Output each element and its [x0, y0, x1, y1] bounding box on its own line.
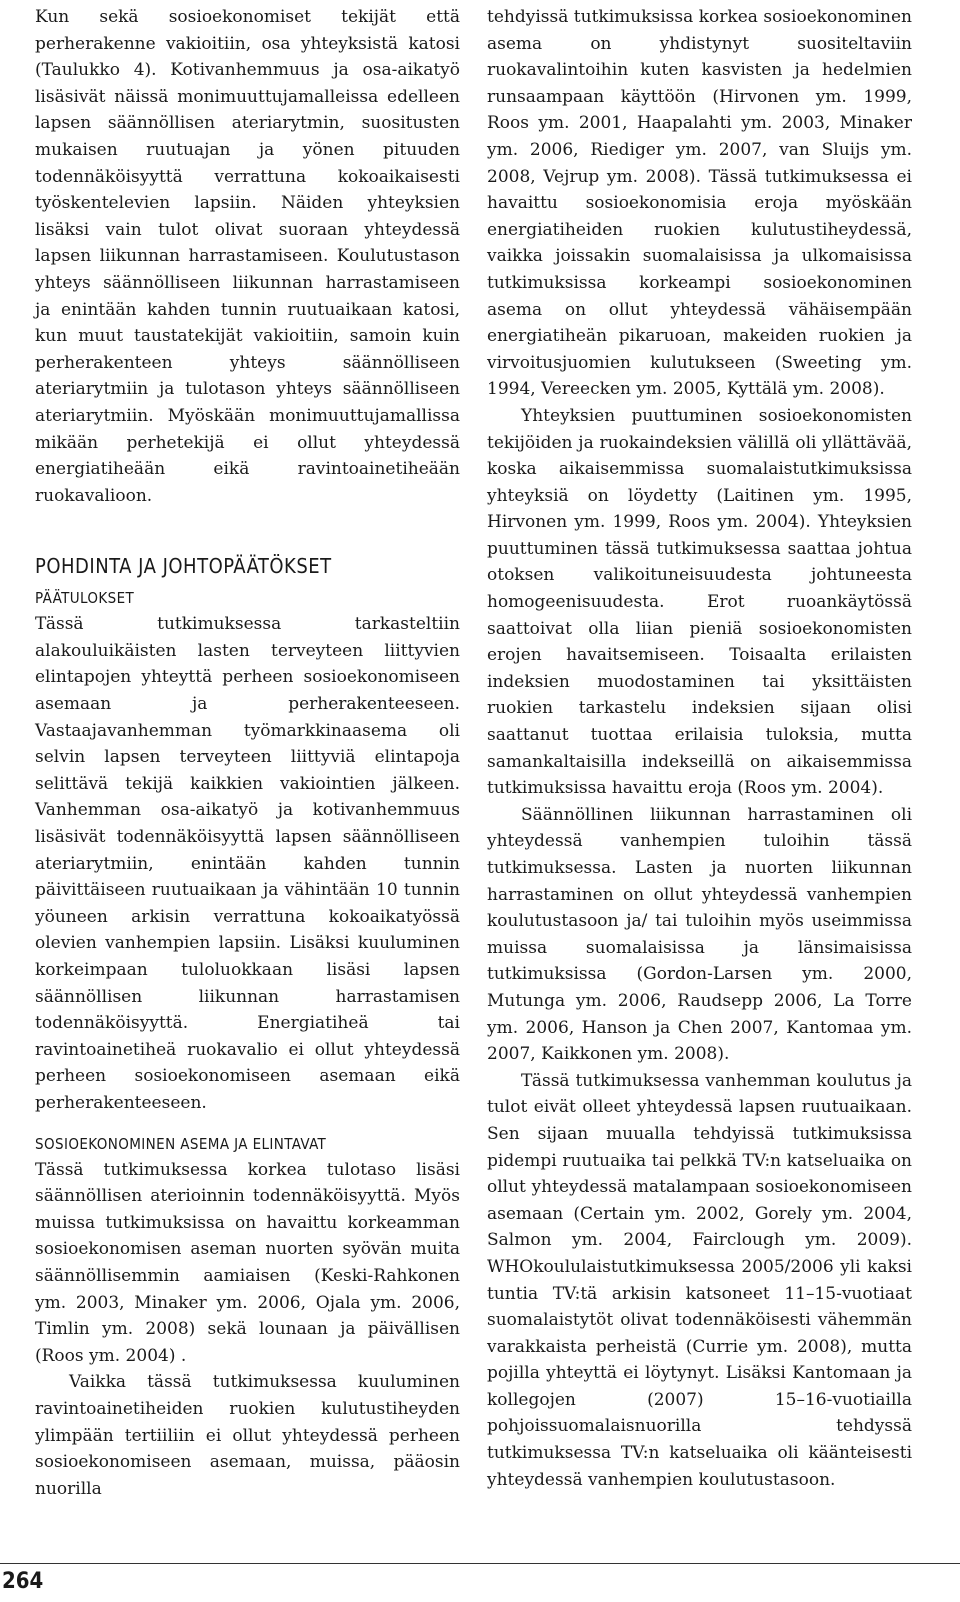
body-paragraph: Säännöllinen liikunnan harrastaminen oli yhteydessä vanhempien tuloihin tässä tutkimuksessa. Lasten ja nuorten liikunnan harrastaminen on ollut yhteydessä vanhempien koulutustasoon ja/ tai tuloihin myös useimmissa muissa suomalaisissa ja länsimaisissa tutkimuksissa (Gordon-Larsen ym. 2000, Mutunga ym. 2006, Raudsepp 2006, La Torre ym. 2006, Hanson ja Chen 2007, Kantomaa ym. 2007, Kaikkonen ym. 2008).	[487, 804, 912, 1065]
right-column	[487, 4, 912, 1493]
body-paragraph: Yhteyksien puuttuminen sosioekonomisten tekijöiden ja ruokaindeksien välillä oli yllättävää, koska aikaisemmissa suomalaistutkimuksissa yhteyksiä on löydetty (Laitinen ym. 1995, Hirvonen ym. 1999, Roos ym. 2004). Yhteyksien puuttuminen tässä tutkimuksessa saattaa johtua otoksen valikoituneisuudesta johtuneesta homogeenisuudesta. Erot ruoankäytössä saattoivat olla liian pieniä sosioekonomisten erojen havaitsemiseen. Toisaalta erilaisten indeksien muodostaminen tai yksittäisten ruokien tarkastelu indeksien sijaan olisi saattanut tuottaa erilaisia tuloksia, mutta samankaltaisilla indekseillä on aikaisemmissa tutkimuksissa havaittu eroja (Roos ym. 2004).	[487, 405, 912, 799]
body-paragraph: Vaikka tässä tutkimuksessa kuuluminen ravintoainetiheiden ruokien kulutustiheyden ylimpään tertiiliin ei ollut yhteydessä perheen sosioekonomiseen asemaan, muissa, pääosin nuorilla	[35, 1372, 460, 1499]
body-paragraph: tehdyissä tutkimuksissa korkea sosioekonominen asema on yhdistynyt suositeltaviin ruokavalintoihin kuten kasvisten ja hedelmien runsaampaan käyttöön (Hirvonen ym. 1999, Roos ym. 2001, Haapalahti ym. 2003, Minaker ym. 2006, Riediger ym. 2007, van Sluijs ym. 2008, Vejrup ym. 2008). Tässä tutkimuksessa ei havaittu sosioekonomisia eroja myöskään energiatiheiden ruokien kulutustiheydessä, vaikka joissakin suomalaisissa ja ulkomaisissa tutkimuksissa korkeampi sosioekonominen asema on ollut yhteydessä vähäisempään energiatiheän pikaruoan, makeiden ruokien ja virvoitusjuomien kulutukseen (Sweeting ym. 1994, Vereecken ym. 2005, Kyttälä ym. 2008).	[487, 7, 912, 400]
subsection-heading: PÄÄTULOKSET	[35, 589, 135, 608]
body-paragraph: Tässä tutkimuksessa tarkasteltiin alakouluikäisten lasten terveyteen liittyvien elintapojen yhteyttä perheen sosioekonomiseen asemaan ja perherakenteeseen. Vastaajavanhemman työmarkkinaasema oli selvin lapsen terveyteen liittyviä elintapoja selittävä tekijä kaikkien vakiointien jälkeen. Vanhemman osa-aikatyö ja kotivanhemmuus lisäsivät todennäköisyyttä lapsen säännölliseen ateriarytmiin, enintään kahden tunnin päivittäiseen ruutuaikaan ja vähintään 10 tunnin yöuneen arkisin verrattuna kokoaikatyössä olevien vanhempien lapsiin. Lisäksi kuuluminen korkeimpaan tuloluokkaan lisäsi lapsen säännöllisen liikunnan harrastamisen todennäköisyyttä. Energiatiheä tai ravintoainetiheä ruokavalio ei ollut yhteydessä perheen sosioekonomiseen asemaan eikä perherakenteeseen.	[35, 614, 460, 1113]
subsection-heading: SOSIOEKONOMINEN ASEMA JA ELINTAVAT	[35, 1134, 327, 1153]
footer-rule	[0, 1563, 960, 1564]
body-paragraph: Tässä tutkimuksessa korkea tulotaso lisäsi säännöllisen aterioinnin todennäköisyyttä. Myös muissa tutkimuksissa on havaittu korkeamman sosioekonomisen aseman nuorten syövän muita säännöllisemmin aamiaisen (Keski-Rahkonen ym. 2003, Minaker ym. 2006, Ojala ym. 2006, Timlin ym. 2008) sekä lounaan ja päivällisen (Roos ym. 2004) .	[35, 1159, 460, 1366]
body-paragraph: Tässä tutkimuksessa vanhemman koulutus ja tulot eivät olleet yhteydessä lapsen ruutuaikaan. Sen sijaan muualla tehdyissä tutkimuksissa pidempi ruutuaika tai pelkkä TV:n katseluaika on ollut yhteydessä matalampaan sosioekonomiseen asemaan (Certain ym. 2002, Gorely ym. 2004, Salmon ym. 2004, Fairclough ym. 2009). WHOkoululaistutkimuksessa 2005/2006 yli kaksi tuntia TV:tä arkisin katsoneet 11–15-vuotiaat suomalaistytöt olivat todennäköisesti vähemmän varakkaista perheistä (Currie ym. 2008), mutta pojilla yhteyttä ei löytynyt. Lisäksi Kantomaan ja kollegojen (2007) 15–16-vuotiailla pohjoissuomalaisnuorilla tehdyssä tutkimuksessa TV:n katseluaika oli käänteisesti yhteydessä vanhempien koulutustasoon.	[487, 1070, 912, 1490]
body-paragraph: Kun sekä sosioekonomiset tekijät että perherakenne vakioitiin, osa yhteyksistä katosi (Taulukko 4). Kotivanhemmuus ja osa-aikatyö lisäsivät näissä monimuuttujamalleissa edelleen lapsen säännöllisen ateriarytmin, suositusten mukaisen ruutuajan ja yönen pituuden todennäköisyyttä verrattuna kokoaikaisesti työskentelevien lapsiin. Näiden yhteyksien lisäksi vain tulot olivat suoraan yhteydessä lapsen liikunnan harrastamiseen. Koulutustason yhteys säännölliseen liikunnan harrastamiseen ja enintään kahden tunnin ruutuaikaan katosi, kun muut taustatekijät vakioitiin, samoin kuin perherakenteen yhteys säännölliseen ateriarytmiin ja tulotason yhteys säännölliseen ateriarytmiin. Myöskään monimuuttujamallissa mikään perhetekijä ei ollut yhteydessä energiatiheään eikä ravintoainetiheään ruokavalioon.	[35, 7, 460, 506]
section-heading: POHDINTA JA JOHTOPÄÄTÖKSET	[35, 554, 332, 579]
page-number: 264	[2, 1569, 44, 1594]
left-column	[35, 4, 460, 1502]
